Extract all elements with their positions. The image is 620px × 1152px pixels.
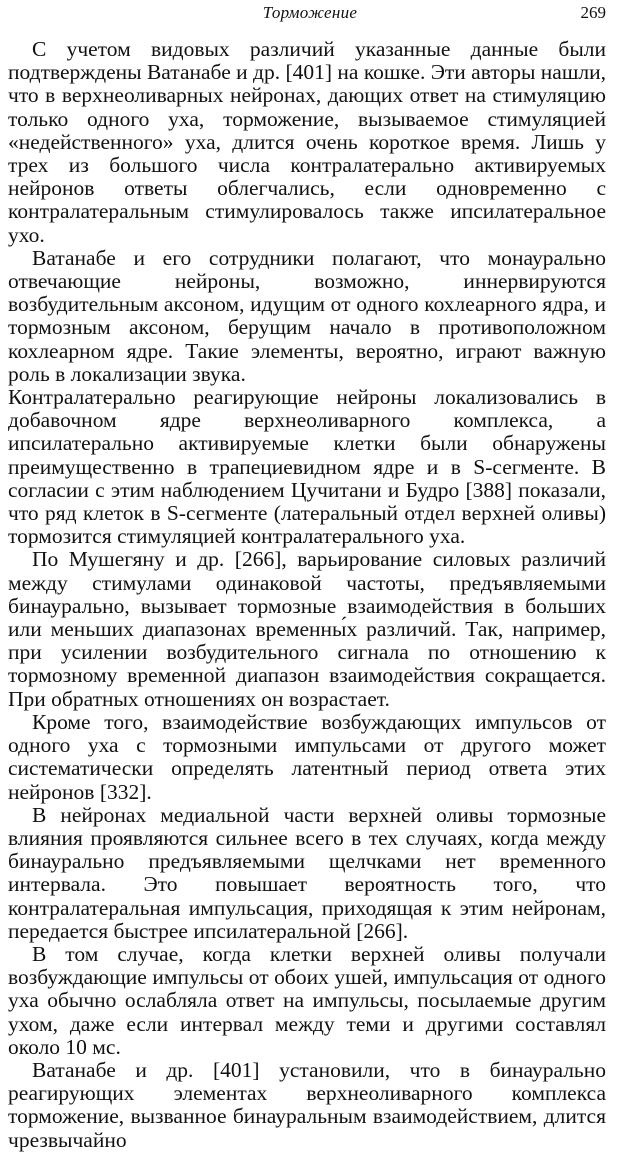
page-number: 269 [580, 3, 606, 22]
paragraph: Ватанабе и др. [401] установили, что в бинаурально реагирующих элементах верхнеоливарного комплекса торможение, вызванное бинауральным взаимодействием, длится чрезвычайно [8, 1057, 606, 1152]
paragraph: Ватанабе и его сотрудники полагают, что монаурально отвечающие нейроны, возможно, иннервируются возбудительным аксоном, идущим от одного кохлеарного ядра, и тормозным аксоном, берущим начало в противоположном кохлеарном ядре. Такие элементы, вероятно, играют важную роль в локализации звука. [8, 245, 606, 386]
paragraph: Контралатерально реагирующие нейроны локализовались в добавочном ядре верхнеоливарного комплекса, а ипсилатерально активируемые клетки были обнаружены преимущественно в трапециевидном ядре и в S-сегменте. В согласии с этим наблюдением Цучитани и Будро [388] показали, что ряд клеток в S-сегменте (латеральный отдел верхней оливы) тормозится стимуляцией контралатерального уха. [8, 385, 606, 549]
paragraph: По Мушегяну и др. [266], варьирование силовых различий между стимулами одинаковой частоты, предъявляемыми бинаурально, вызывает тормозные взаимодействия в больших или меньших диапазонах временны́х различий. Так, например, при усилении возбудительного сигнала по отношению к тормозному временной диапазон взаимодействия сокращается. При обратных отношениях он возрастает. [8, 547, 606, 711]
paragraph: В том случае, когда клетки верхней оливы получали возбуждающие импульсы от обоих ушей, импульсация от одного уха обычно ослабляла ответ на импульсы, посылаемые другим ухом, даже если интервал между теми и другими составлял около 10 мс. [8, 941, 606, 1059]
paragraph: В нейронах медиальной части верхней оливы тормозные влияния проявляются сильнее всего в тех случаях, когда между бинаурально предъявляемыми щелчками нет временно́го интервала. Это повышает вероятность того, что контралатеральная импульсация, приходящая к этим нейронам, передается быстрее ипсилатеральной [266]. [8, 802, 606, 943]
body-text [8, 38, 606, 1152]
paragraph: С учетом видовых различий указанные данные были подтверждены Ватанабе и др. [401] на кошке. Эти авторы нашли, что в верхнеоливарных нейронах, дающих ответ на стимуляцию только одного уха, торможение, вызываемое стимуляцией «недейственного» уха, длится очень короткое время. Лишь у трех из большого числа контралатерально активируемых нейронов ответы облегчались, если одновременно с контралатеральным стимулировалось также ипсилатеральное ухо. [8, 37, 606, 247]
running-title: Торможение [262, 3, 358, 22]
paragraph: Кроме того, взаимодействие возбуждающих импульсов от одного уха с тормозными импульсами от другого может систематически определять латентный период ответа этих нейронов [332]. [8, 709, 606, 804]
running-head [0, 3, 620, 27]
